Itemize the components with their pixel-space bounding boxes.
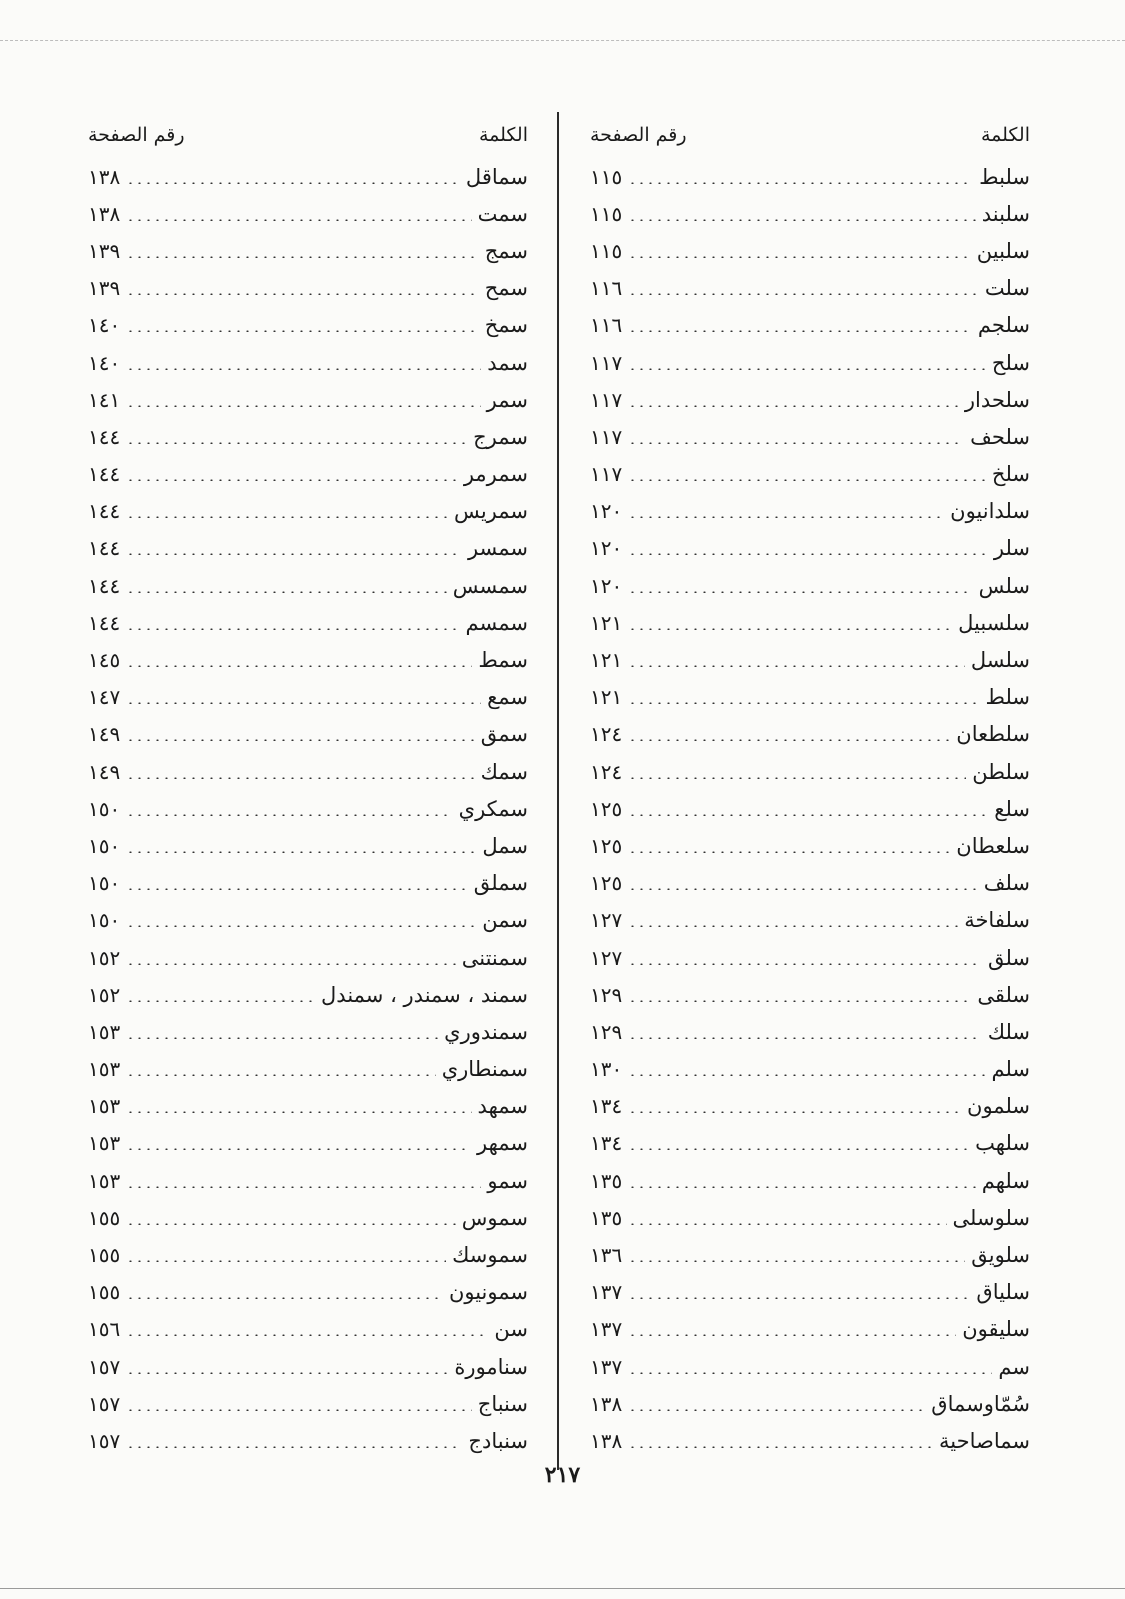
- index-entry: [88, 753, 528, 790]
- index-entry: [590, 939, 1030, 976]
- entry-word: سماقل: [465, 164, 528, 189]
- dot-leader: [126, 553, 462, 555]
- entry-page-number: ١٥٠: [88, 871, 121, 896]
- dot-leader: [126, 963, 456, 965]
- dot-leader: [628, 1372, 992, 1374]
- page-header: رقم الصفحة: [88, 124, 185, 146]
- dot-leader: [126, 1074, 435, 1076]
- entry-page-number: ١٢٩: [590, 982, 623, 1007]
- entry-word: سمل: [482, 833, 528, 858]
- entry-word: سلهم: [981, 1168, 1030, 1193]
- entry-page-number: ١٤٤: [88, 424, 121, 449]
- entry-word: سمر: [486, 387, 528, 412]
- dot-leader: [628, 516, 944, 518]
- dot-leader: [628, 1000, 971, 1002]
- dot-leader: [628, 1074, 985, 1076]
- dot-leader: [126, 665, 472, 667]
- entry-word: سلح: [991, 350, 1030, 375]
- entry-word: سمسر: [467, 536, 528, 561]
- dot-leader: [628, 442, 964, 444]
- index-entry: [88, 865, 528, 902]
- entry-page-number: ١٥٢: [88, 982, 121, 1007]
- index-entry: [590, 790, 1030, 827]
- index-entry: [590, 1274, 1030, 1311]
- entry-word: سمت: [477, 201, 528, 226]
- entry-page-number: ١٥٣: [88, 1131, 121, 1156]
- dot-leader: [628, 1148, 969, 1150]
- entry-page-number: ١١٥: [590, 201, 623, 226]
- dot-leader: [628, 702, 979, 704]
- index-entry: [590, 158, 1030, 195]
- dot-leader: [126, 814, 452, 816]
- entry-word: سلع: [994, 796, 1030, 821]
- entry-page-number: ١١٧: [590, 387, 623, 412]
- entry-page-number: ١٤٧: [88, 685, 121, 710]
- dot-leader: [628, 479, 986, 481]
- entry-word: سلبند: [981, 201, 1030, 226]
- entry-page-number: ١٤٠: [88, 313, 121, 338]
- index-entry: [88, 976, 528, 1013]
- index-entry: [590, 716, 1030, 753]
- entry-word: سمح: [484, 276, 528, 301]
- dot-leader: [126, 1000, 315, 1002]
- index-entry: [590, 344, 1030, 381]
- dot-leader: [126, 1334, 488, 1336]
- entry-page-number: ١٥٠: [88, 833, 121, 858]
- entry-page-number: ١٣٨: [88, 201, 121, 226]
- left-entry-list: [88, 158, 528, 1460]
- index-entry: [88, 567, 528, 604]
- index-entry: [88, 1422, 528, 1459]
- index-entry: [88, 1125, 528, 1162]
- entry-page-number: ١١٧: [590, 350, 623, 375]
- entry-word: سلك: [987, 1019, 1030, 1044]
- entry-page-number: ١٢٥: [590, 833, 623, 858]
- entry-word: سلق: [987, 945, 1030, 970]
- page-header: رقم الصفحة: [590, 124, 687, 146]
- entry-page-number: ١٥٥: [88, 1280, 121, 1305]
- entry-word: سمندوري: [444, 1019, 528, 1044]
- entry-page-number: ١٤١: [88, 387, 121, 412]
- entry-word: سمج: [484, 238, 528, 263]
- entry-word: سمن: [482, 908, 528, 933]
- entry-word: سلدانيون: [950, 499, 1030, 524]
- entry-page-number: ١٢١: [590, 685, 623, 710]
- index-entry: [88, 641, 528, 678]
- index-entry: [590, 381, 1030, 418]
- dot-leader: [628, 405, 959, 407]
- entry-page-number: ١٣٩: [88, 238, 121, 263]
- index-entry: [590, 1051, 1030, 1088]
- dot-leader: [628, 182, 973, 184]
- entry-word: سمو: [487, 1168, 528, 1193]
- index-entry: [590, 530, 1030, 567]
- entry-word: سلياق: [976, 1280, 1030, 1305]
- dot-leader: [126, 777, 474, 779]
- entry-word: سنبادج: [468, 1428, 528, 1453]
- entry-page-number: ١٣٤: [590, 1094, 623, 1119]
- entry-page-number: ١١٥: [590, 238, 623, 263]
- index-entry: [88, 827, 528, 864]
- top-scan-rule: [0, 40, 1125, 41]
- entry-page-number: ١٣٠: [590, 1057, 623, 1082]
- entry-page-number: ١٢٤: [590, 759, 623, 784]
- entry-page-number: ١٥٧: [88, 1428, 121, 1453]
- index-entry: [88, 195, 528, 232]
- index-entry: [590, 753, 1030, 790]
- entry-word: سلهب: [975, 1131, 1030, 1156]
- entry-page-number: ١٥٢: [88, 945, 121, 970]
- entry-page-number: ١٣٩: [88, 276, 121, 301]
- dot-leader: [126, 1111, 471, 1113]
- entry-page-number: ١٤٤: [88, 536, 121, 561]
- dot-leader: [126, 442, 467, 444]
- index-entry: [88, 1236, 528, 1273]
- entry-page-number: ١٢٤: [590, 722, 623, 747]
- entry-word: سمك: [480, 759, 528, 784]
- index-entry: [590, 195, 1030, 232]
- entry-word: سلمون: [967, 1094, 1030, 1119]
- dot-leader: [628, 1111, 961, 1113]
- index-entry: [88, 493, 528, 530]
- entry-word: سلطن: [972, 759, 1030, 784]
- entry-word: سماصاحية: [939, 1428, 1030, 1453]
- index-entry: [590, 827, 1030, 864]
- entry-word: سلم: [991, 1057, 1030, 1082]
- index-entry: [88, 1274, 528, 1311]
- entry-word: سمسم: [465, 610, 528, 635]
- index-entry: [590, 604, 1030, 641]
- entry-word: سلجم: [977, 313, 1030, 338]
- entry-word: سلحف: [970, 424, 1030, 449]
- entry-word: سمونيون: [448, 1280, 528, 1305]
- entry-page-number: ١٣٧: [590, 1280, 623, 1305]
- entry-page-number: ١٣٧: [590, 1354, 623, 1379]
- entry-page-number: ١١٦: [590, 313, 623, 338]
- entry-page-number: ١٤٩: [88, 722, 121, 747]
- entry-page-number: ١٢٠: [590, 536, 623, 561]
- entry-word: سليقون: [962, 1317, 1030, 1342]
- entry-page-number: ١٥٧: [88, 1391, 121, 1416]
- dot-leader: [126, 256, 478, 258]
- entry-page-number: ١٣٦: [590, 1243, 623, 1268]
- index-entry: [590, 976, 1030, 1013]
- index-entry: [590, 1088, 1030, 1125]
- dot-leader: [126, 1372, 448, 1374]
- entry-word: سموس: [461, 1205, 528, 1230]
- entry-word: سلعطان: [956, 833, 1030, 858]
- index-entry: [88, 1162, 528, 1199]
- entry-word: سمنتنى: [461, 945, 528, 970]
- entry-page-number: ١٤٥: [88, 648, 121, 673]
- index-entry: [590, 865, 1030, 902]
- entry-word: سلطعان: [956, 722, 1030, 747]
- entry-page-number: ١٥٧: [88, 1354, 121, 1379]
- index-entry: [88, 381, 528, 418]
- index-entry: [88, 716, 528, 753]
- index-entry: [590, 493, 1030, 530]
- dot-leader: [628, 256, 971, 258]
- dot-leader: [126, 219, 471, 221]
- dot-leader: [628, 368, 986, 370]
- dot-leader: [126, 405, 480, 407]
- entry-page-number: ١٢٧: [590, 908, 623, 933]
- page-number: ٢١٧: [544, 1462, 581, 1488]
- index-entry: [590, 456, 1030, 493]
- index-entry: [590, 1311, 1030, 1348]
- dot-leader: [126, 739, 475, 741]
- dot-leader: [126, 330, 478, 332]
- dot-leader: [628, 963, 982, 965]
- entry-word: سلويق: [971, 1243, 1030, 1268]
- index-entry: [88, 232, 528, 269]
- index-entry: [590, 1013, 1030, 1050]
- index-entry: [88, 1088, 528, 1125]
- entry-word: سلبين: [976, 238, 1030, 263]
- entry-word: سلسل: [970, 648, 1030, 673]
- entry-page-number: ١٤٤: [88, 499, 121, 524]
- entry-word: سمرمر: [463, 462, 528, 487]
- entry-word: سمط: [478, 648, 528, 673]
- index-entry: [88, 790, 528, 827]
- dot-leader: [126, 925, 476, 927]
- dot-leader: [628, 1260, 965, 1262]
- dot-leader: [126, 1260, 446, 1262]
- entry-page-number: ١٣٧: [590, 1317, 623, 1342]
- dot-leader: [628, 1297, 970, 1299]
- entry-page-number: ١١٧: [590, 424, 623, 449]
- index-entry: [88, 530, 528, 567]
- dot-leader: [628, 591, 972, 593]
- entry-word: سلت: [984, 276, 1030, 301]
- index-entry: [88, 1385, 528, 1422]
- entry-word: سلسبيل: [958, 610, 1030, 635]
- dot-leader: [628, 293, 979, 295]
- entry-word: سمق: [480, 722, 528, 747]
- dot-leader: [126, 1148, 471, 1150]
- entry-page-number: ١٢٠: [590, 499, 623, 524]
- entry-page-number: ١٥٣: [88, 1168, 121, 1193]
- entry-page-number: ١٢١: [590, 610, 623, 635]
- index-entry: [590, 679, 1030, 716]
- entry-page-number: ١٣٥: [590, 1205, 623, 1230]
- index-entry: [590, 270, 1030, 307]
- entry-page-number: ١١٧: [590, 462, 623, 487]
- entry-page-number: ١٥٠: [88, 908, 121, 933]
- dot-leader: [126, 479, 458, 481]
- entry-page-number: ١٥٦: [88, 1317, 121, 1342]
- index-entry: [590, 1125, 1030, 1162]
- entry-word: سملق: [473, 871, 528, 896]
- dot-leader: [628, 553, 988, 555]
- entry-word: سمهد: [477, 1094, 528, 1119]
- index-entry: [88, 456, 528, 493]
- entry-word: سمهر: [476, 1131, 528, 1156]
- dot-leader: [628, 330, 972, 332]
- index-entry: [590, 1236, 1030, 1273]
- entry-page-number: ١٤٠: [88, 350, 121, 375]
- dot-leader: [628, 814, 988, 816]
- entry-page-number: ١٣٤: [590, 1131, 623, 1156]
- index-entry: [590, 232, 1030, 269]
- entry-page-number: ١٥٣: [88, 1094, 121, 1119]
- index-entry: [590, 1199, 1030, 1236]
- entry-page-number: ١٣٨: [590, 1391, 623, 1416]
- dot-leader: [126, 591, 447, 593]
- entry-page-number: ١٢٥: [590, 871, 623, 896]
- entry-word: سلقى: [977, 982, 1030, 1007]
- dot-leader: [628, 1446, 933, 1448]
- entry-word: سمند ، سمندر ، سمندل: [321, 982, 528, 1007]
- entry-word: سمكري: [458, 796, 528, 821]
- entry-word: سمع: [487, 685, 528, 710]
- entry-page-number: ١٥٥: [88, 1205, 121, 1230]
- entry-word: سمخ: [484, 313, 528, 338]
- entry-word: سمرج: [473, 424, 528, 449]
- index-entry: [88, 902, 528, 939]
- entry-word: سن: [494, 1317, 528, 1342]
- entry-page-number: ١٢١: [590, 648, 623, 673]
- dot-leader: [628, 1409, 925, 1411]
- entry-word: سنامورة: [454, 1354, 528, 1379]
- index-entry: [590, 567, 1030, 604]
- dot-leader: [628, 777, 966, 779]
- index-entry: [88, 418, 528, 455]
- index-entry: [590, 1385, 1030, 1422]
- entry-page-number: ١٣٥: [590, 1168, 623, 1193]
- dot-leader: [628, 219, 976, 221]
- index-entry: [88, 1051, 528, 1088]
- entry-word: سمريس: [454, 499, 528, 524]
- entry-word: سلحدار: [964, 387, 1030, 412]
- index-entry: [88, 679, 528, 716]
- entry-word: سلفاخة: [964, 908, 1030, 933]
- entry-word: سُمّاوسماق: [931, 1391, 1030, 1416]
- index-entry: [590, 307, 1030, 344]
- index-entry: [88, 307, 528, 344]
- entry-page-number: ١٥٣: [88, 1019, 121, 1044]
- entry-word: سمسس: [452, 573, 528, 598]
- dot-leader: [126, 1297, 443, 1299]
- dot-leader: [628, 665, 965, 667]
- index-entry: [590, 902, 1030, 939]
- entry-page-number: ١٣٨: [88, 164, 121, 189]
- dot-leader: [628, 739, 950, 741]
- bottom-scan-rule: [0, 1588, 1125, 1589]
- index-entry: [88, 1348, 528, 1385]
- entry-page-number: ١٤٤: [88, 573, 121, 598]
- dot-leader: [628, 1334, 956, 1336]
- entry-word: سلف: [983, 871, 1030, 896]
- word-header: الكلمة: [478, 124, 528, 146]
- dot-leader: [628, 851, 950, 853]
- index-entry: [590, 1348, 1030, 1385]
- dot-leader: [126, 1186, 481, 1188]
- dot-leader: [126, 516, 448, 518]
- dot-leader: [628, 628, 952, 630]
- index-entry: [88, 1013, 528, 1050]
- dot-leader: [628, 888, 977, 890]
- entry-page-number: ١٥٥: [88, 1243, 121, 1268]
- entry-page-number: ١٥٣: [88, 1057, 121, 1082]
- right-column: [590, 112, 1030, 1460]
- dot-leader: [126, 888, 468, 890]
- index-entry: [590, 641, 1030, 678]
- entry-word: سلط: [985, 685, 1030, 710]
- index-entry: [88, 270, 528, 307]
- entry-page-number: ١١٥: [590, 164, 623, 189]
- index-entry: [88, 158, 528, 195]
- dot-leader: [126, 1037, 438, 1039]
- word-header: الكلمة: [980, 124, 1030, 146]
- dot-leader: [628, 925, 958, 927]
- dot-leader: [126, 368, 481, 370]
- entry-word: سلبط: [979, 164, 1030, 189]
- entry-word: سلخ: [991, 462, 1030, 487]
- entry-page-number: ١٤٤: [88, 610, 121, 635]
- dot-leader: [126, 851, 476, 853]
- dot-leader: [126, 628, 459, 630]
- entry-page-number: ١٣٨: [590, 1428, 623, 1453]
- entry-page-number: ١٢٩: [590, 1019, 623, 1044]
- left-column-header: [88, 112, 528, 146]
- entry-word: سلوسلى: [952, 1205, 1030, 1230]
- entry-page-number: ١٢٠: [590, 573, 623, 598]
- dot-leader: [126, 702, 481, 704]
- entry-page-number: ١٢٥: [590, 796, 623, 821]
- entry-word: سلس: [978, 573, 1030, 598]
- entry-word: سنباج: [477, 1391, 528, 1416]
- entry-page-number: ١٤٤: [88, 462, 121, 487]
- dot-leader: [126, 1446, 462, 1448]
- dot-leader: [126, 1223, 456, 1225]
- index-entry: [88, 1199, 528, 1236]
- index-entry: [88, 1311, 528, 1348]
- dot-leader: [126, 1409, 472, 1411]
- dot-leader: [628, 1037, 982, 1039]
- entry-word: سم: [998, 1354, 1030, 1379]
- dot-leader: [628, 1223, 946, 1225]
- index-entry: [590, 418, 1030, 455]
- index-entry: [590, 1162, 1030, 1199]
- dot-leader: [126, 293, 478, 295]
- right-column-header: [590, 112, 1030, 146]
- dot-leader: [126, 182, 460, 184]
- column-divider: [557, 112, 559, 1470]
- entry-word: سمنطاري: [441, 1057, 528, 1082]
- index-entry: [88, 939, 528, 976]
- left-column: [88, 112, 528, 1460]
- entry-page-number: ١١٦: [590, 276, 623, 301]
- right-entry-list: [590, 158, 1030, 1460]
- index-entry: [88, 604, 528, 641]
- entry-word: سموسك: [452, 1243, 528, 1268]
- entry-word: سمد: [487, 350, 528, 375]
- entry-page-number: ١٢٧: [590, 945, 623, 970]
- index-entry: [88, 344, 528, 381]
- dot-leader: [628, 1186, 976, 1188]
- entry-word: سلر: [993, 536, 1030, 561]
- entry-page-number: ١٤٩: [88, 759, 121, 784]
- entry-page-number: ١٥٠: [88, 796, 121, 821]
- index-entry: [590, 1422, 1030, 1459]
